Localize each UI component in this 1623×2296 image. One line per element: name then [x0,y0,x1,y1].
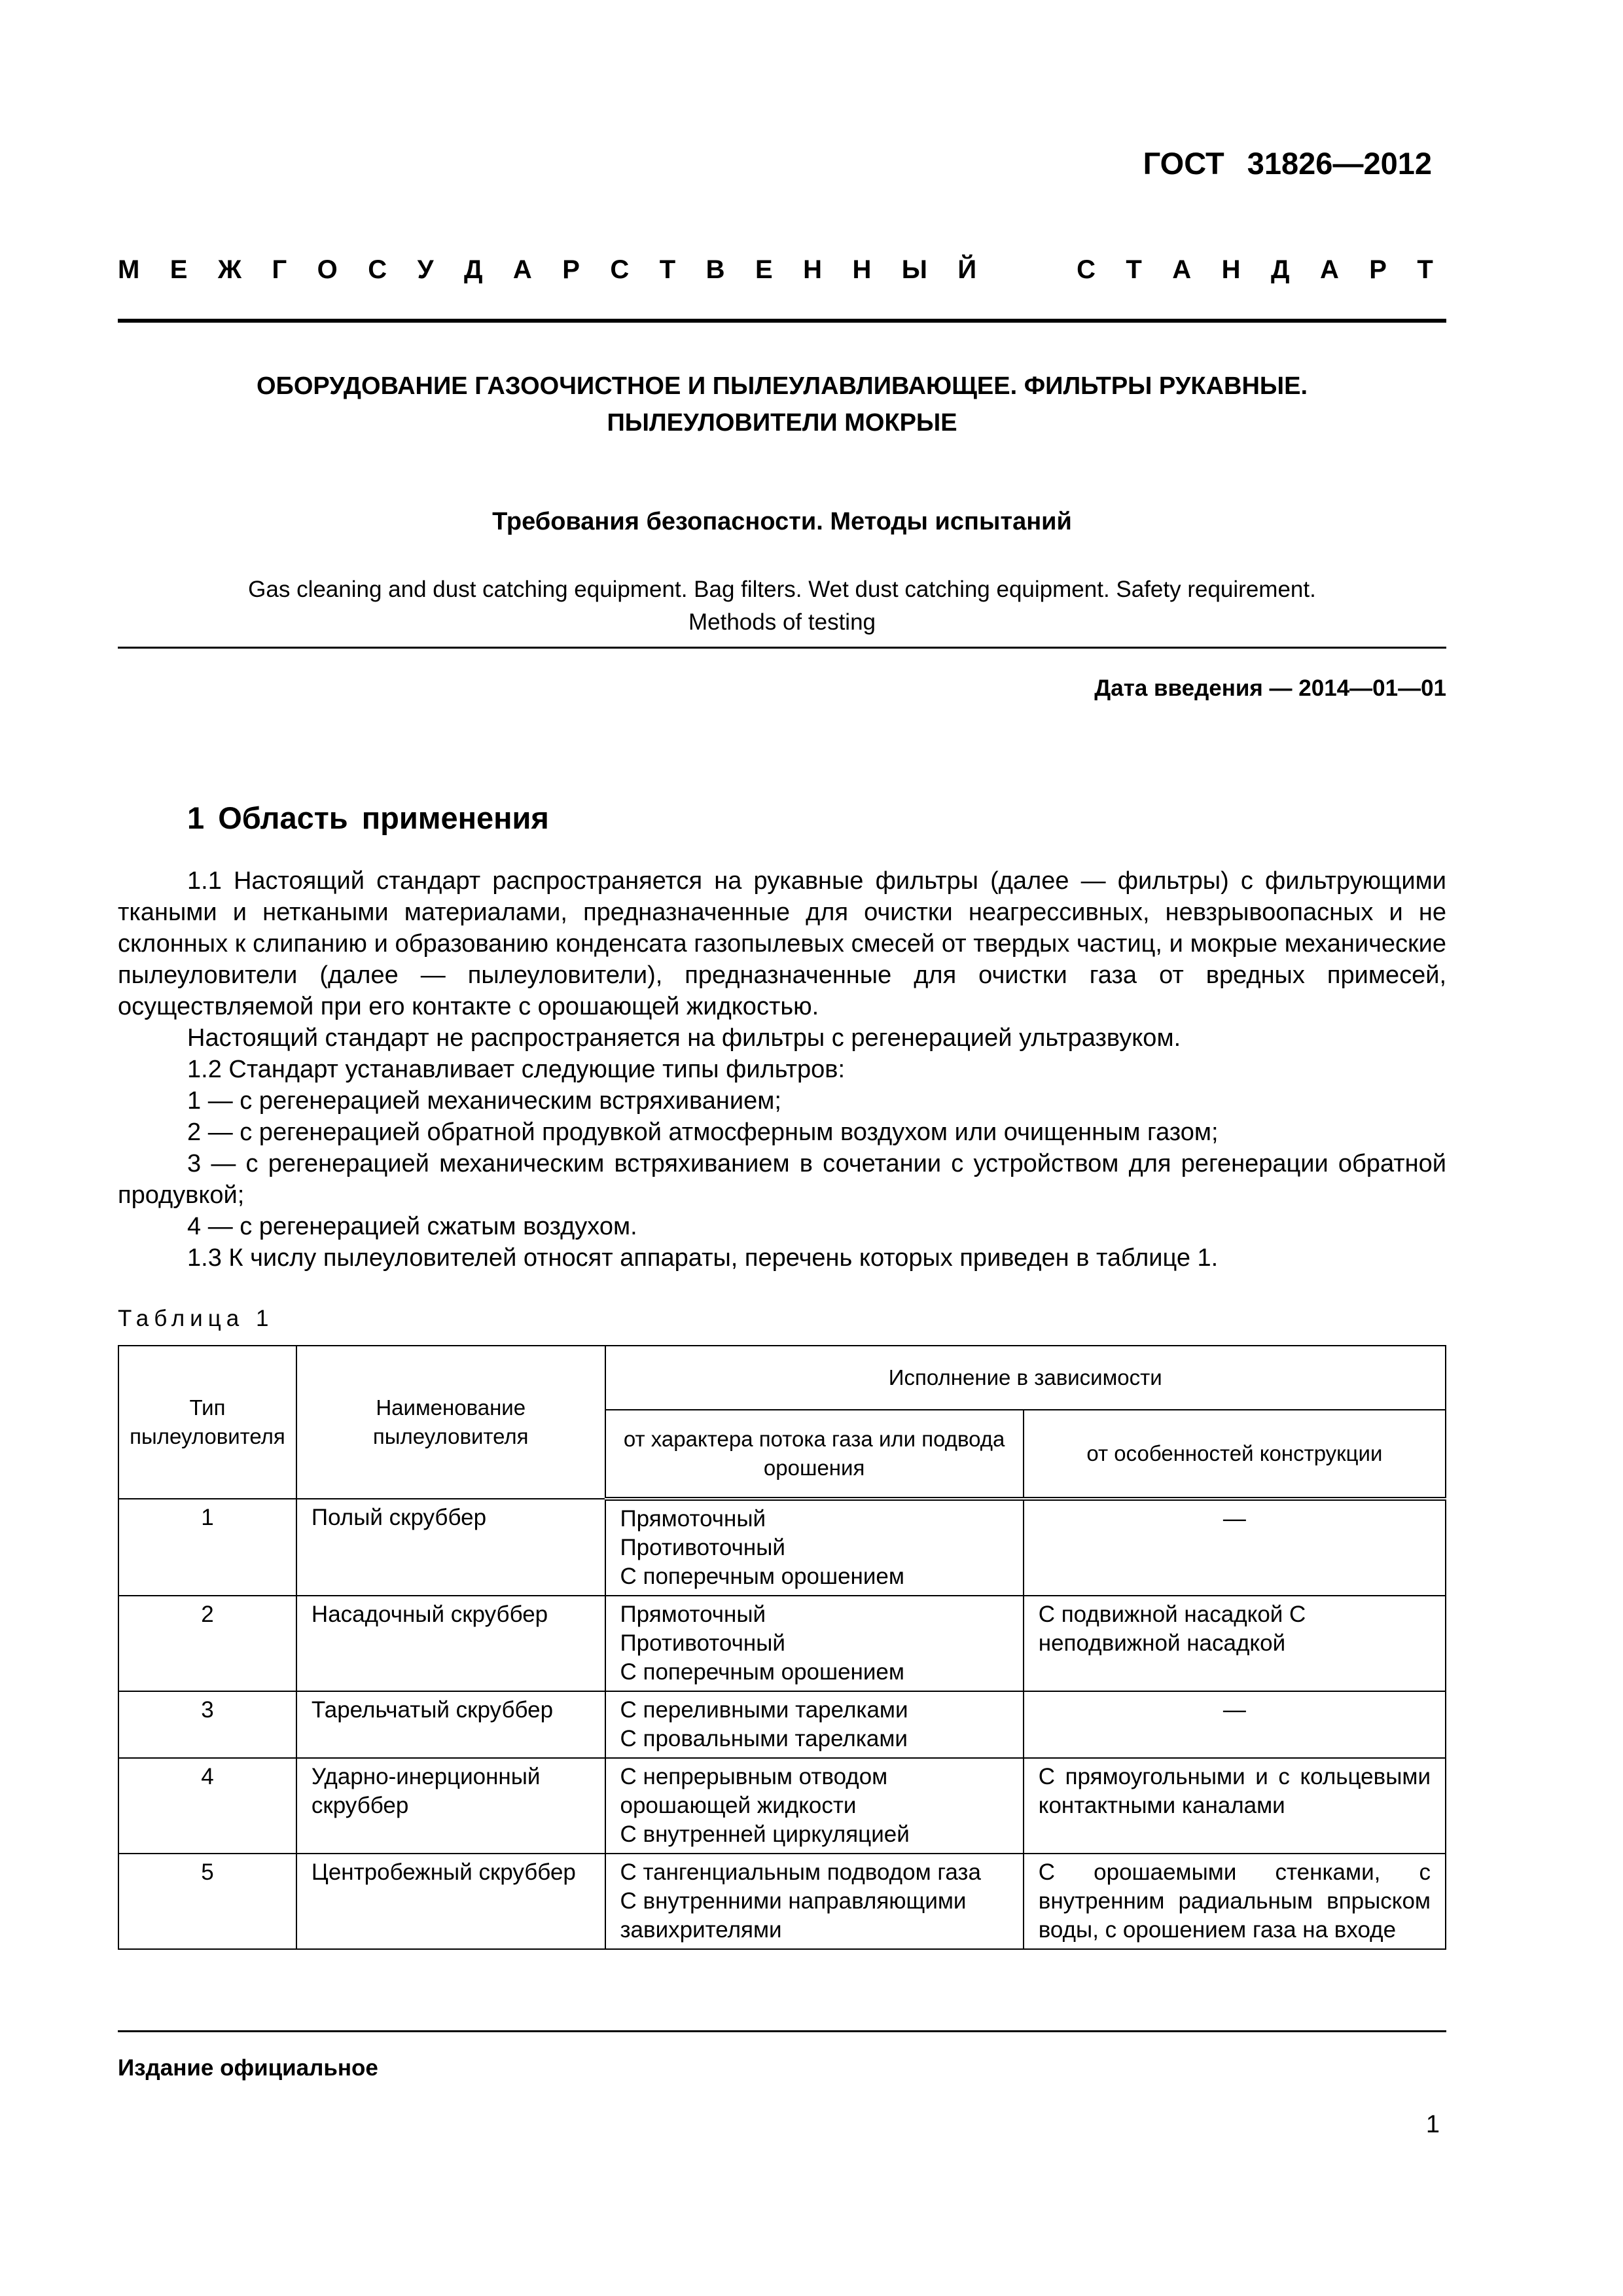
title-line: ПЫЛЕУЛОВИТЕЛИ МОКРЫЕ [607,409,957,437]
edition-note: Издание официальное [118,2055,378,2081]
category-letter: Р [1369,255,1387,284]
category-letter: Т [1126,255,1142,284]
category-letter: Ы [901,255,927,284]
category-letter: М [118,255,140,284]
table-row [118,1596,1446,1691]
header-design: от особенностей конструкции [1024,1410,1446,1499]
flow-item: С внутренними направляющими завихрителями [620,1888,967,1943]
cell-type: 4 [118,1758,296,1854]
category-letter: А [1319,255,1339,284]
cell-name: Ударно-инерционный скруббер [296,1758,605,1854]
category-letter: С [610,255,630,284]
cell-type: 2 [118,1596,296,1691]
paragraph: 1.2 Стандарт устанавливает следующие типы фильтров: [187,1056,846,1083]
category-letter: Е [169,255,188,284]
paragraph: Настоящий стандарт не распространяется на фильтры с регенерацией ультразвуком. [187,1024,1181,1052]
category-letter: А [1172,255,1192,284]
cell-design: С орошаемыми стенками, с внутренним радиальным впрыском воды, с орошением газа на входе [1024,1854,1446,1949]
document-title [118,368,1446,441]
category-letter: Ж [217,255,242,284]
flow-item: С внутренней циркуляцией [620,1821,910,1847]
english-title [118,573,1446,639]
header-divider-thin [118,647,1446,649]
cell-type: 1 [118,1499,296,1596]
cell-flow [605,1596,1024,1691]
flow-item: С поперечным орошением [620,1564,904,1589]
header-type: Тип пылеуловителя [118,1346,296,1499]
table-row [118,1691,1446,1758]
flow-item: С поперечным орошением [620,1659,904,1685]
cell-name: Центробежный скруббер [296,1854,605,1949]
category-letter: Н [1221,255,1241,284]
table-row [118,1854,1446,1949]
table-caption: Таблица 1 [118,1306,274,1331]
cell-name: Тарельчатый скруббер [296,1691,605,1758]
category-letter: Г [272,255,287,284]
cell-name: Насадочный скруббер [296,1596,605,1691]
english-title-line: Gas cleaning and dust catching equipment. Bag filters. Wet dust catching equipment. Safety requirement. [248,577,1316,602]
flow-item: С провальными тарелками [620,1726,908,1751]
cell-flow [605,1758,1024,1854]
document-number: ГОСТ 31826—2012 [1143,146,1432,181]
section-heading: 1 Область применения [187,800,549,835]
paragraph: 1.3 К числу пылеуловителей относят аппараты, перечень которых приведен в таблице 1. [187,1244,1219,1272]
page-number: 1 [1425,2111,1440,2138]
category-letter: С [1077,255,1096,284]
flow-item: Противоточный [620,1630,785,1656]
cell-flow [605,1691,1024,1758]
category-letter: Р [562,255,580,284]
cell-type: 5 [118,1854,296,1949]
cell-type: 3 [118,1691,296,1758]
cell-design: С прямоугольными и с кольцевыми контактными каналами [1024,1758,1446,1854]
category-letter: С [368,255,387,284]
dust-collector-table [118,1345,1446,1950]
paragraph: 2 — с регенерацией обратной продувкой атмосферным воздухом или очищенным газом; [187,1119,1219,1146]
cell-name: Полый скруббер [296,1499,605,1596]
cell-flow [605,1854,1024,1949]
header-name: Наименование пылеуловителя [296,1346,605,1499]
cell-design: — [1024,1691,1446,1758]
effective-date: Дата введения — 2014—01—01 [1094,675,1446,701]
category-letter: О [317,255,338,284]
cell-design: С подвижной насадкой С неподвижной насадкой [1024,1596,1446,1691]
paragraph: 1.1 Настоящий стандарт распространяется на рукавные фильтры (далее — фильтры) с фильтрующими ткаными и неткаными материалами, предназначенные для очистки неагрессивных, невзрывоопасных и не склонных к слипанию и образованию конденсата газопылевых смесей от твердых частиц, и мокрые механические пылеуловители (далее — пылеуловители), предназначенные для очистки газа от вредных примесей, осуществляемой при его контакте с орошающей жидкостью. [118,867,1446,1020]
category-letter: Т [659,255,676,284]
paragraph: 1 — с регенерацией механическим встряхиванием; [187,1087,781,1115]
category-letter: Н [803,255,822,284]
category-letter: В [705,255,725,284]
header-divider-thick [118,319,1446,323]
category-letter: Д [463,255,483,284]
category-letter: Н [852,255,872,284]
word-gap [1007,255,1046,285]
cell-flow [605,1499,1024,1596]
category-letter: У [417,255,434,284]
category-letter: Е [755,255,773,284]
table-row [118,1758,1446,1854]
document-subtitle: Требования безопасности. Методы испытаний [492,508,1072,535]
header-group: Исполнение в зависимости [605,1346,1446,1410]
english-title-line: Methods of testing [688,609,876,635]
category-letter: Й [957,255,977,284]
paragraph: 3 — с регенерацией механическим встряхиванием в сочетании с устройством для регенерации обратной продувкой; [118,1150,1446,1209]
paragraph: 4 — с регенерацией сжатым воздухом. [187,1213,637,1240]
header-flow: от характера потока газа или подвода орошения [605,1410,1024,1499]
cell-design: — [1024,1499,1446,1596]
table-row [118,1499,1446,1596]
flow-item: Прямоточный [620,1506,766,1532]
title-line: ОБОРУДОВАНИЕ ГАЗООЧИСТНОЕ И ПЫЛЕУЛАВЛИВАЮЩЕЕ. ФИЛЬТРЫ РУКАВНЫЕ. [256,372,1308,400]
category-letter: А [512,255,532,284]
flow-item: С непрерывным отводом орошающей жидкости [620,1764,888,1818]
section-body [118,865,1446,1274]
standard-category [118,255,1433,285]
flow-item: Противоточный [620,1535,785,1560]
category-letter: Т [1417,255,1433,284]
flow-item: С переливными тарелками [620,1697,908,1723]
category-letter: Д [1270,255,1290,284]
flow-item: С тангенциальным подводом газа [620,1859,981,1885]
footer-divider [118,2030,1446,2032]
flow-item: Прямоточный [620,1602,766,1627]
